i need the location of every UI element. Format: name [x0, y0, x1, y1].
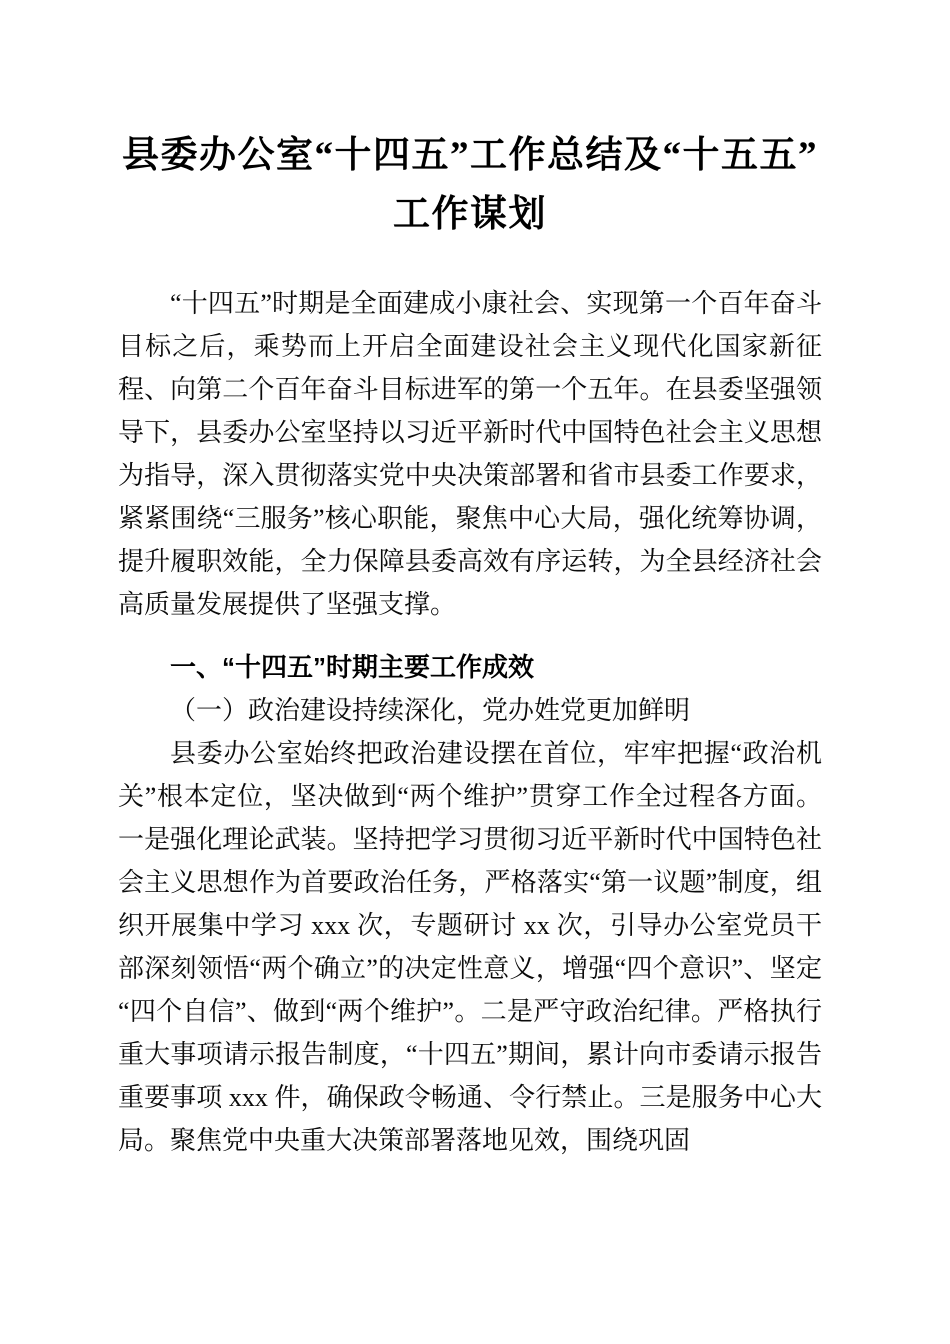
document-title: 县委办公室“十四五”工作总结及“十五五”工作谋划 — [122, 135, 818, 235]
subsection-heading-1-1: （一）政治建设持续深化，党办姓党更加鲜明 — [170, 696, 691, 725]
intro-paragraph: “十四五”时期是全面建成小康社会、实现第一个百年奋斗目标之后，乘势而上开启全面建设社会主义现代化国家新征程、向第二个百年奋斗目标进军的第一个五年。在县委坚强领导下，县委办公室坚持以习近平新时代中国特色社会主义思想为指导，深入贯彻落实党中央决策部署和省市县委工作要求，紧紧围绕“三服务”核心职能，聚焦中心大局，强化统筹协调，提升履职效能，全力保障县委高效有序运转，为全县经济社会高质量发展提供了坚强支撑。 — [118, 289, 822, 619]
section-heading-1: 一、“十四五”时期主要工作成效 — [170, 652, 535, 682]
body-paragraph: 县委办公室始终把政治建设摆在首位，牢牢把握“政治机关”根本定位，坚决做到“两个维护”贯穿工作全过程各方面。一是强化理论武装。坚持把学习贯彻习近平新时代中国特色社会主义思想作为首要政治任务，严格落实“第一议题”制度，组织开展集中学习 xxx 次，专题研讨 xx 次，引导办公室党员干部深刻领悟“两个确立”的决定性意义，增强“四个意识”、坚定“四个自信”、做到“两个维护”。二是严守政治纪律。严格执行重大事项请示报告制度，“十四五”期间，累计向市委请示报告重要事项 xxx 件，确保政令畅通、令行禁止。三是服务中心大局。聚焦党中央重大决策部署落地见效，围绕巩固 — [118, 739, 822, 1155]
